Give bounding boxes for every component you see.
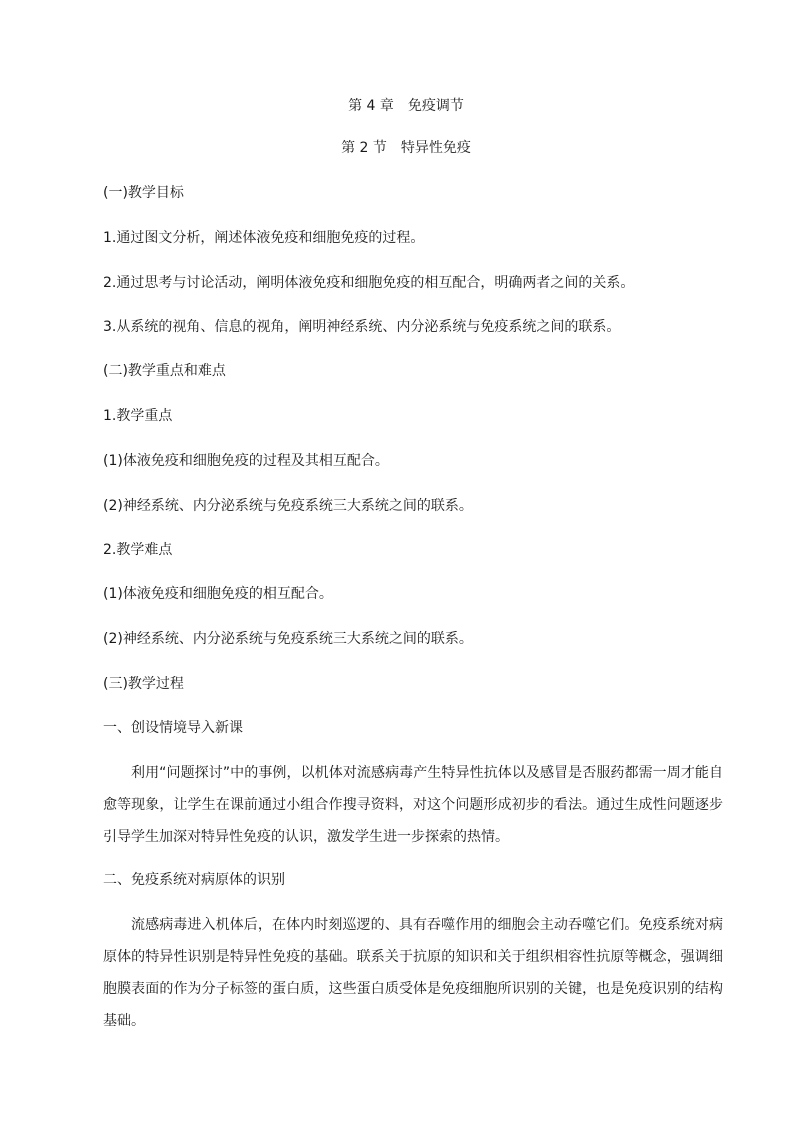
objective-item: 1.通过图文分析，阐述体液免疫和细胞免疫的过程。 xyxy=(103,230,425,246)
difficulty-item: (1)体液免疫和细胞免疫的相互配合。 xyxy=(103,586,333,602)
chapter-title: 第 4 章 免疫调节 xyxy=(348,98,464,114)
key-points-heading: (二)教学重点和难点 xyxy=(103,363,226,379)
focus-item: (1)体液免疫和细胞免疫的过程及其相互配合。 xyxy=(103,453,389,469)
difficulty-item: (2)神经系统、内分泌系统与免疫系统三大系统之间的联系。 xyxy=(103,631,473,647)
part1-heading: 一、创设情境导入新课 xyxy=(103,720,243,736)
objectives-heading: (一)教学目标 xyxy=(103,185,184,201)
section-title: 第 2 节 特异性免疫 xyxy=(341,140,471,156)
part1-paragraph: 利用“问题探讨”中的事例，以机体对流感病毒产生特异性抗体以及感冒是否服药都需一周才能自愈等现象，让学生在课前通过小组合作搜寻资料，对这个问题形成初步的看法。通过生成性问题逐步引导学生加深对特异性免疫的认识，激发学生进一步探索的热情。 xyxy=(103,765,723,845)
focus-heading: 1.教学重点 xyxy=(103,408,173,424)
objective-item: 3.从系统的视角、信息的视角，阐明神经系统、内分泌系统与免疫系统之间的联系。 xyxy=(103,319,621,335)
part2-heading: 二、免疫系统对病原体的识别 xyxy=(103,872,285,888)
process-heading: (三)教学过程 xyxy=(103,676,184,692)
objective-item: 2.通过思考与讨论活动，阐明体液免疫和细胞免疫的相互配合，明确两者之间的关系。 xyxy=(103,275,635,291)
difficulty-heading: 2.教学难点 xyxy=(103,542,173,558)
focus-item: (2)神经系统、内分泌系统与免疫系统三大系统之间的联系。 xyxy=(103,498,473,514)
part2-paragraph: 流感病毒进入机体后，在体内时刻巡逻的、具有吞噬作用的细胞会主动吞噬它们。免疫系统对病原体的特异性识别是特异性免疫的基础。联系关于抗原的知识和关于组织相容性抗原等概念，强调细胞膜表面的作为分子标签的蛋白质，这些蛋白质受体是免疫细胞所识别的关键，也是免疫识别的结构基础。 xyxy=(103,917,723,1029)
